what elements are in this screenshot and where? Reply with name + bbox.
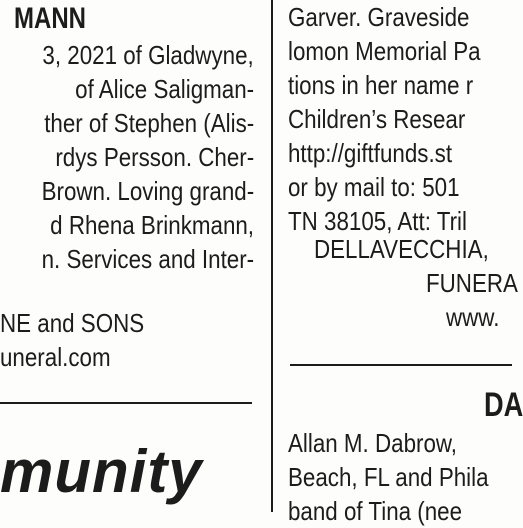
section-divider-left <box>0 402 252 404</box>
obituary-line-2: of Alice Saligman- <box>75 74 254 104</box>
obituary-right-line-4: Children’s Resear <box>288 104 466 134</box>
obituary-heading-right: DA <box>484 386 523 424</box>
obituary-line-7: n. Services and Inter- <box>41 244 254 274</box>
section-title: munity <box>0 438 203 505</box>
funeral-home-name-right: DELLAVECCHIA, <box>314 234 489 264</box>
obituary-right-line-7: TN 38105, Att: Tril <box>288 206 467 236</box>
obituary-right2-line-2: Beach, FL and Phila <box>288 462 489 492</box>
obituary-right-line-5: http://giftfunds.st <box>288 138 453 168</box>
obituary-right-line-2: lomon Memorial Pa <box>288 36 481 66</box>
right-column <box>280 0 523 526</box>
obituary-line-1: 3, 2021 of Gladwyne, <box>42 40 254 70</box>
column-divider <box>271 0 273 512</box>
funeral-home-website: uneral.com <box>0 342 111 372</box>
obituary-right-line-3: tions in her name r <box>288 70 474 100</box>
funeral-home-website-right: www. <box>446 302 500 332</box>
section-divider-right <box>290 364 512 366</box>
funeral-home-label-right: FUNERA <box>426 268 518 298</box>
obituary-right-line-1: Garver. Graveside <box>288 2 470 32</box>
funeral-home-name: NE and SONS <box>0 308 145 338</box>
left-column <box>0 0 262 512</box>
obituary-line-4: rdys Persson. Cher- <box>55 142 254 172</box>
obituary-line-3: ther of Stephen (Alis- <box>43 108 254 138</box>
obituary-right-line-6: or by mail to: 501 <box>288 172 460 202</box>
obituary-line-6: d Rhena Brinkmann, <box>50 210 254 240</box>
obituary-right2-line-3: band of Tina (nee <box>288 496 463 526</box>
obituary-heading-left: MANN <box>14 2 86 35</box>
obituary-right2-line-1: Allan M. Dabrow, <box>288 428 458 458</box>
obituary-line-5: Brown. Loving grand- <box>41 176 254 206</box>
